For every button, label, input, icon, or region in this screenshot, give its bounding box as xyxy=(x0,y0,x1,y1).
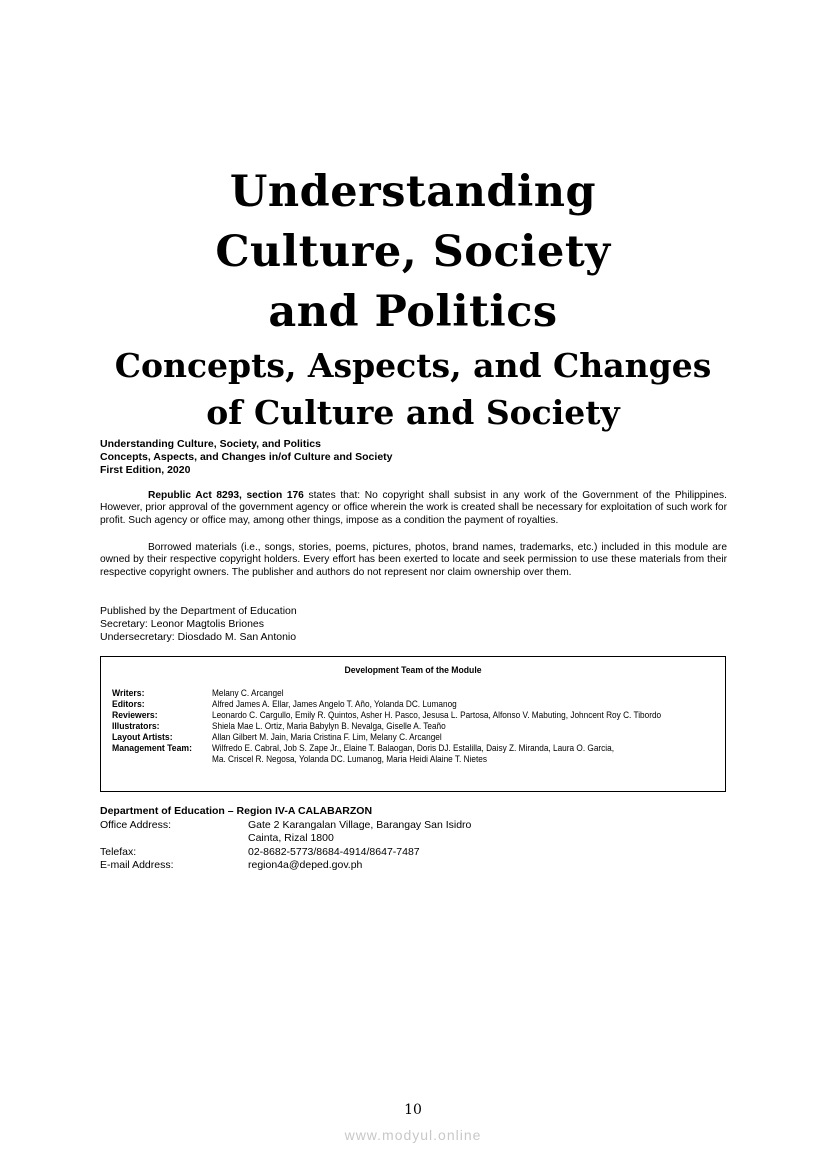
team-row xyxy=(112,754,724,765)
dept-value: Cainta, Rizal 1800 xyxy=(248,832,334,844)
dept-value: region4a@deped.gov.ph xyxy=(248,859,363,871)
undersecretary-line: Undersecretary: Diosdado M. San Antonio xyxy=(100,631,297,643)
office-address-row-2 xyxy=(100,832,471,846)
title-line-1: Understanding xyxy=(229,167,597,217)
team-role xyxy=(112,754,202,765)
team-names: Wilfredo E. Cabral, Job S. Zape Jr., Elaine T. Balaogan, Doris DJ. Estalilla, Daisy Z. Miranda, Laura O. Garcia, xyxy=(212,743,615,754)
borrowed-materials-paragraph xyxy=(100,542,727,579)
title-line-3: and Politics xyxy=(268,287,558,337)
secretary-line: Secretary: Leonor Magtolis Briones xyxy=(100,618,264,630)
page-number: 10 xyxy=(404,1102,422,1118)
copyright-header-line: First Edition, 2020 xyxy=(100,464,191,476)
team-names: Shiela Mae L. Ortiz, Maria Babylyn B. Nevalga, Giselle A. Teaño xyxy=(212,721,446,732)
publisher-info xyxy=(100,605,297,644)
team-list xyxy=(112,688,724,765)
team-names: Melany C. Arcangel xyxy=(212,688,284,699)
team-role: Illustrators: xyxy=(112,721,160,732)
department-name: Department of Education – Region IV-A CALABARZON xyxy=(100,805,373,817)
main-title xyxy=(0,162,826,436)
dept-label: E-mail Address: xyxy=(100,859,174,871)
team-row xyxy=(112,743,724,754)
team-row xyxy=(112,699,724,710)
subtitle-line-2: of Culture and Society xyxy=(206,393,620,432)
copyright-header-line: Concepts, Aspects, and Changes in/of Culture and Society xyxy=(100,451,393,463)
team-row xyxy=(112,732,724,743)
team-row xyxy=(112,710,724,721)
development-team-box xyxy=(100,656,726,792)
telefax-row xyxy=(100,846,471,860)
team-names: Allan Gilbert M. Jain, Maria Cristina F. Lim, Melany C. Arcangel xyxy=(212,732,442,743)
dept-value: 02-8682-5773/8684-4914/8647-7487 xyxy=(248,845,420,858)
dept-value: Gate 2 Karangalan Village, Barangay San Isidro xyxy=(248,818,472,831)
watermark: www.modyul.online xyxy=(344,1127,482,1143)
copyright-header xyxy=(100,438,393,477)
subtitle-line-1: Concepts, Aspects, and Changes xyxy=(114,346,712,385)
team-role: Writers: xyxy=(112,688,145,699)
copyright-header-line: Understanding Culture, Society, and Politics xyxy=(100,438,321,450)
team-role: Reviewers: xyxy=(112,710,158,721)
copyright-text: states that: No copyright shall subsist in any work of the Government of the Philippines. However, prior approval of the government agency or office wherein the work is created shall be necessary for exploitation of such work for profit. Such agency or office may, among other things, impose as a condition the payment of royalties. xyxy=(100,490,727,526)
team-role: Editors: xyxy=(112,699,145,710)
team-role: Layout Artists: xyxy=(112,732,173,743)
copyright-paragraph xyxy=(100,490,727,527)
law-reference: Republic Act 8293, section 176 xyxy=(148,490,304,501)
borrowed-materials-text: Borrowed materials (i.e., songs, stories, poems, pictures, photos, brand names, trademarks, etc.) included in this module are owned by their respective copyright holders. Every effort has been exerted to locate and seek permission to use these materials from their respective copyright owners. The publisher and authors do not represent nor claim ownership over them. xyxy=(100,542,727,578)
team-names: Alfred James A. Ellar, James Angelo T. Año, Yolanda DC. Lumanog xyxy=(212,699,457,710)
dept-label xyxy=(100,832,248,846)
email-row xyxy=(100,859,471,873)
team-role: Management Team: xyxy=(112,743,192,754)
title-line-2: Culture, Society xyxy=(215,227,611,277)
team-title: Development Team of the Module xyxy=(344,665,482,676)
publisher-line: Published by the Department of Education xyxy=(100,605,297,617)
department-info xyxy=(100,805,471,873)
dept-label: Office Address: xyxy=(100,818,172,831)
team-names: Ma. Criscel R. Negosa, Yolanda DC. Lumanog, Maria Heidi Alaine T. Nietes xyxy=(212,754,488,765)
office-address-row xyxy=(100,819,471,833)
dept-label: Telefax: xyxy=(100,845,137,858)
team-row xyxy=(112,721,724,732)
team-names: Leonardo C. Cargullo, Emily R. Quintos, Asher H. Pasco, Jesusa L. Partosa, Alfonso V. Mabuting, Johncent Roy C. Tibordo xyxy=(212,710,662,721)
team-row xyxy=(112,688,724,699)
